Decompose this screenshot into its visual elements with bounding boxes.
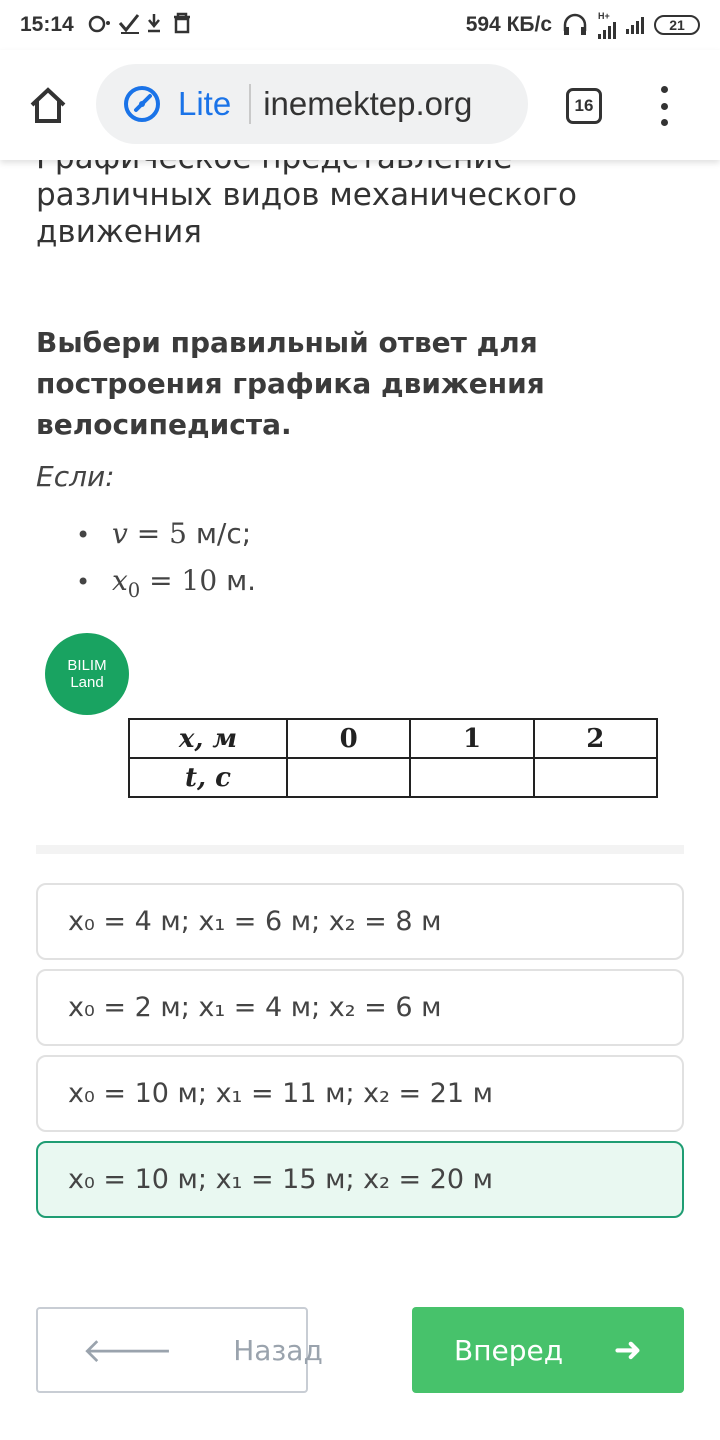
condition-unit: м. [226, 564, 257, 597]
notification-icon-row [88, 11, 208, 35]
next-button-label: Вперед [454, 1333, 564, 1367]
url-text: inemektep.org [263, 85, 473, 122]
signal-icon-2 [626, 16, 644, 34]
table-cell [410, 758, 533, 797]
table-header-x: x, м [129, 719, 287, 758]
table-cell: 0 [287, 719, 410, 758]
tab-count: 16 [574, 96, 594, 115]
answer-option-2[interactable] [36, 969, 684, 1046]
condition-var: v [112, 517, 128, 550]
network-type: H+ [598, 10, 610, 21]
tab-switcher-button[interactable] [566, 88, 602, 124]
status-time: 15:14 [20, 13, 74, 36]
home-button[interactable] [26, 83, 70, 127]
url-divider [249, 84, 251, 124]
condition-subscript: 0 [127, 578, 141, 602]
table-cell [534, 758, 657, 797]
condition-var: x [112, 564, 128, 597]
answer-option-1[interactable] [36, 883, 684, 960]
bullet-icon: • [76, 521, 91, 549]
lesson-title: различных видов механического движения [36, 177, 577, 250]
home-icon [28, 86, 68, 124]
menu-dot-icon [661, 119, 668, 126]
condition-value: = 10 [140, 564, 227, 597]
table-header-t: t, с [129, 758, 287, 797]
back-button-label: Назад [233, 1333, 323, 1367]
back-button[interactable] [36, 1307, 323, 1393]
menu-dot-icon [661, 103, 668, 110]
question-text: Выбери правильный ответ для построения графика движения велосипедиста. [36, 326, 545, 441]
table-cell [287, 758, 410, 797]
arrow-left-icon: 🡐 [82, 1330, 174, 1371]
answer-option-4-selected[interactable] [36, 1141, 684, 1218]
menu-dot-icon [661, 86, 668, 93]
lite-mode-label: Lite [178, 85, 232, 122]
logo-line1: BILIM [67, 657, 107, 674]
notification-icons [88, 11, 208, 40]
address-bar[interactable] [96, 64, 528, 144]
next-button[interactable] [412, 1307, 684, 1393]
table-cell: 1 [410, 719, 533, 758]
battery-level: 21 [669, 17, 685, 33]
arrow-right-icon: ➜ [613, 1330, 642, 1370]
network-speed: 594 КБ/с [465, 13, 552, 36]
logo-line2: Land [70, 674, 104, 691]
if-label: Если: [36, 460, 115, 493]
table-row [129, 719, 657, 758]
overflow-menu-button[interactable] [654, 86, 674, 126]
table-cell: 2 [534, 719, 657, 758]
lite-mode-icon [122, 84, 162, 124]
answer-option-text: x₀ = 4 м; x₁ = 6 м; x₂ = 8 м [68, 906, 442, 937]
table-row [129, 758, 657, 797]
answer-option-3[interactable] [36, 1055, 684, 1132]
values-table [128, 718, 658, 798]
condition-velocity [76, 517, 251, 550]
answer-option-text: x₀ = 10 м; x₁ = 11 м; x₂ = 21 м [68, 1078, 494, 1109]
headphones-icon [562, 13, 588, 37]
bilimland-logo [45, 633, 129, 715]
signal-icon [598, 12, 616, 39]
answer-option-text: x₀ = 2 м; x₁ = 4 м; x₂ = 6 м [68, 992, 442, 1023]
battery-icon [654, 15, 700, 35]
condition-unit: м/с; [195, 517, 252, 550]
bullet-icon: • [76, 568, 91, 596]
section-divider [36, 845, 684, 854]
status-bar [0, 0, 720, 50]
condition-position [76, 564, 257, 602]
answer-option-text: x₀ = 10 м; x₁ = 15 м; x₂ = 20 м [68, 1164, 494, 1195]
condition-value: = 5 [127, 517, 196, 550]
browser-toolbar [0, 50, 720, 160]
